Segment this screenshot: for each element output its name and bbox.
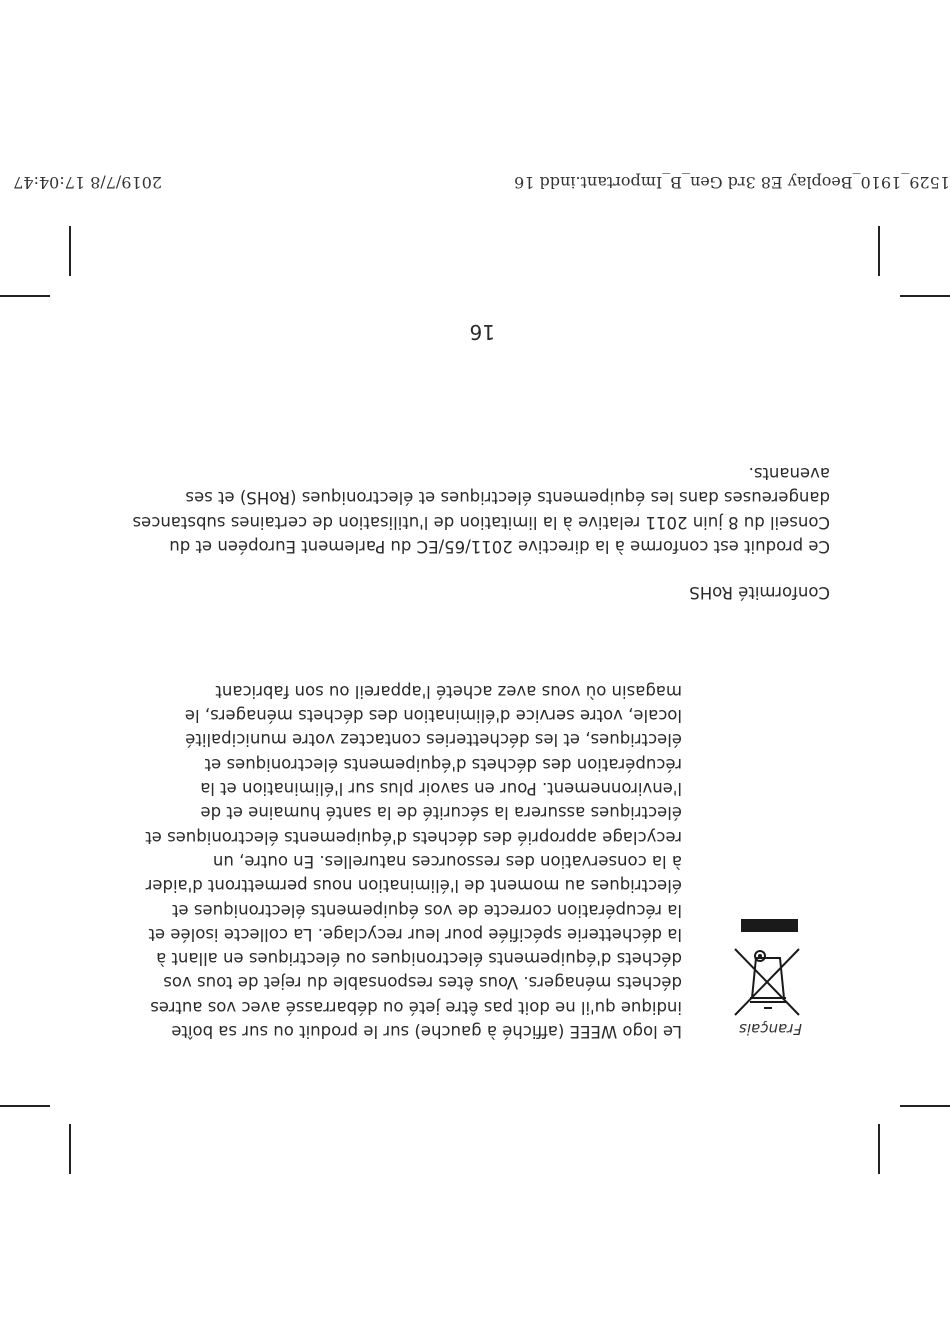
crop-mark — [900, 1106, 950, 1108]
crop-mark — [70, 1124, 72, 1174]
slug-filename: 1529_1910_Beoplay E8 3rd Gen_B_Important.indd 16 — [514, 173, 950, 192]
language-label: Français — [739, 1020, 802, 1038]
weee-paragraph: Le logo WEEE (affiché à gauche) sur le produit ou sur sa boîte indique qu'il ne doit pas être jeté ou débarrassé avec vos autres déchets ménagers. Vous êtes responsable du rejet de tous vos déchets d'équipements électroniques ou électriques en allant à la déchetterie spécifiée pour leur recyclage. La collecte isolée et la récupération correcte de vos équipements électroniques et électriques au moment de l'élimination nous permettront d'aider à la conservation des ressources naturelles. En outre, un recyclage approprié des déchets d'équipements électroniques et électriques assurera la sécurité de la santé humaine et de l'environnement. Pour en savoir plus sur l'élimination et la récupération des déchets d'équipements électroniques et électriques, et les déchetteries contactez votre municipalité locale, votre service d'élimination des déchets ménagers, le magasin où vous avez acheté l'appareil ou son fabricant — [145, 681, 682, 1041]
slug-datetime: 2019/7/8 17:04:47 — [13, 173, 162, 192]
crop-mark — [900, 296, 950, 298]
crop-mark — [0, 296, 50, 298]
rohs-paragraph: Ce produit est conforme à la directive 2011/65/EC du Parlement Européen et du Conseil du 8 juin 2011 relative à la limitation de l'utilisation de certaines substances dangereuses dans les équipements électriques et électroniques (RoHS) et ses avenants. — [132, 464, 830, 556]
crop-mark — [70, 226, 72, 276]
crop-mark — [0, 1106, 50, 1108]
page-number: 16 — [469, 320, 495, 344]
weee-bin-icon — [732, 946, 802, 1018]
rohs-heading: Conformité RoHS — [689, 583, 830, 602]
crop-mark — [879, 226, 881, 276]
crop-mark — [879, 1124, 881, 1174]
weee-underline-bar — [741, 919, 798, 932]
